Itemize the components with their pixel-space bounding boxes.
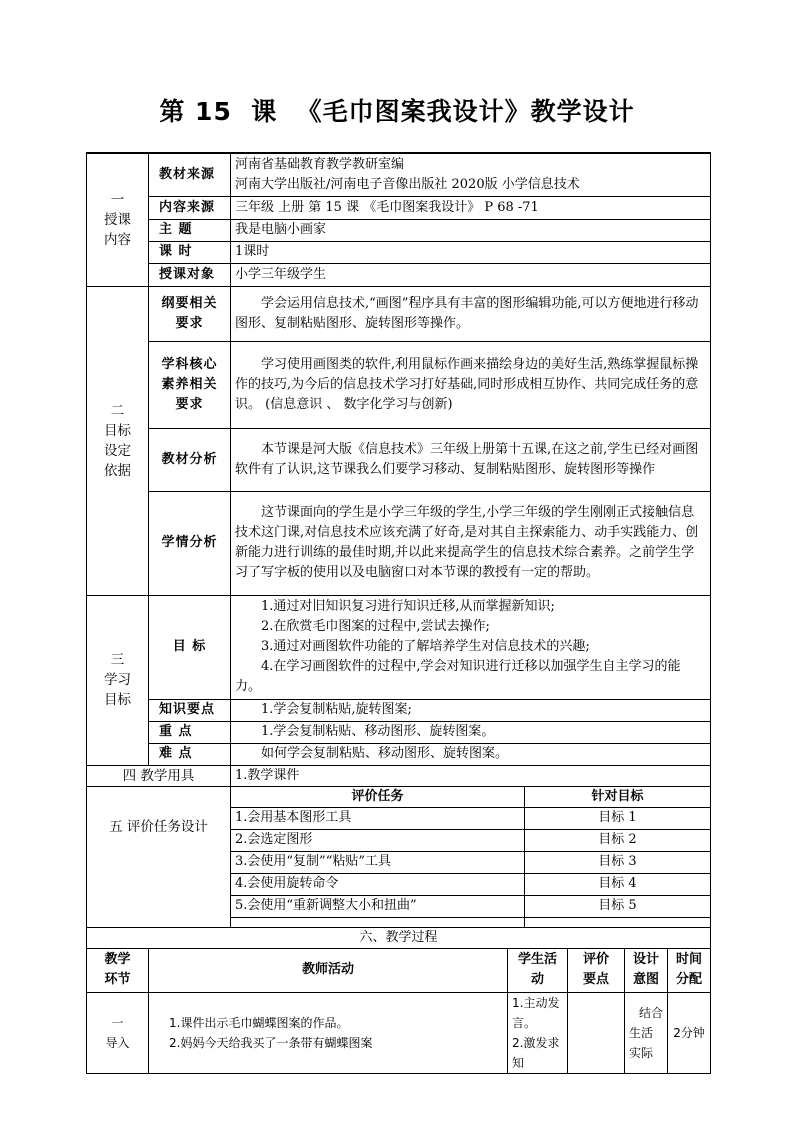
content-source-label: 内容来源: [149, 196, 231, 219]
section5-label: 五 评价任务设计: [87, 786, 231, 927]
student-analysis-value: 这节课面向的学生是小学三年级的学生,小学三年级的学生刚刚正式接触信息技术这门课,对信息技术应该充满了好奇,是对其自主探索能力、动手实践能力、创新能力进行训练的最佳时期,并以此来提高学生的信息技术综合素养。之前学生学习了写字板的使用以及电脑窗口对本节课的教授有一定的帮助。: [231, 491, 711, 595]
eval-task: 3.会使用“复制”“粘贴”工具: [231, 851, 525, 873]
eval-points-cell: [568, 992, 625, 1073]
page-title: 第 15 课 《毛巾图案我设计》教学设计: [159, 97, 635, 126]
goal-item: 4.在学习画图软件的过程中,学会对知识进行迁移以加强学生自主学习的能力。: [235, 659, 681, 694]
goals-list: [231, 595, 711, 699]
eval-empty-cell: [525, 917, 711, 927]
section1-label: 一 授课 内容: [87, 153, 149, 286]
design-intent-line: 生活实际: [629, 1025, 654, 1060]
knowledge-points-label: 知识要点: [149, 699, 231, 721]
source-value: 河南省基础教育教学教研室编 河南大学出版社/河南电子音像出版社 2020版 小学信息技术: [231, 153, 711, 196]
content-source-value: 三年级 上册 第 15 课 《毛巾图案我设计》 P 68 -71: [231, 196, 711, 219]
outline-requirement-label: 纲要相关 要求: [149, 286, 231, 341]
student-analysis-label: 学情分析: [149, 491, 231, 595]
knowledge-points-value: 1.学会复制粘贴,旋转图案;: [231, 699, 711, 721]
eval-target: 目标 1: [525, 807, 711, 829]
audience-label: 授课对象: [149, 263, 231, 286]
teacher-activity-line: 2.妈妈今天给我买了一条带有蝴蝶图案: [169, 1035, 373, 1050]
lesson-plan-table: [86, 152, 711, 1074]
eval-task: 4.会使用旋转命令: [231, 873, 525, 895]
eval-target: 目标 3: [525, 851, 711, 873]
student-activity: [508, 992, 568, 1073]
audience-value: 小学三年级学生: [231, 263, 711, 286]
header-design: 设计 意图: [625, 948, 668, 992]
source-label: 教材来源: [149, 153, 231, 196]
eval-task: 1.会用基本图形工具: [231, 807, 525, 829]
textbook-analysis-label: 教材分析: [149, 428, 231, 491]
theme-value: 我是电脑小画家: [231, 219, 711, 241]
design-intent-cell: [625, 992, 668, 1073]
period-label: 课 时: [149, 241, 231, 263]
textbook-analysis-value: 本节课是河大版《信息技术》三年级上册第十五课,在这之前,学生已经对画图软件有了认识,这节课我么们要学习移动、复制粘贴图形、旋转图形等操作: [231, 428, 711, 491]
eval-task: 5.会使用“重新调整大小和扭曲”: [231, 895, 525, 917]
difficulty-value: 如何学会复制粘贴、移动图形、旋转图案。: [231, 743, 711, 765]
eval-target-header: 针对目标: [525, 786, 711, 807]
goal-label: 目 标: [149, 595, 231, 699]
eval-target: 目标 5: [525, 895, 711, 917]
key-points-value: 1.学会复制粘贴、移动图形、旋转图案。: [231, 721, 711, 743]
section2-label: 二 目标 设定 依据: [87, 286, 149, 595]
eval-empty-cell: [231, 917, 525, 927]
header-teacher: 教师活动: [149, 948, 508, 992]
section3-label: 三 学习 目标: [87, 595, 149, 765]
header-eval: 评价 要点: [568, 948, 625, 992]
teacher-activity-line: 1.课件出示毛巾蝴蝶图案的作品。: [169, 1015, 349, 1030]
eval-task-header: 评价任务: [231, 786, 525, 807]
period-value: 1课时: [231, 241, 711, 263]
student-activity-line: 2.激发求知: [512, 1035, 560, 1070]
eval-target: 目标 4: [525, 873, 711, 895]
teaching-aids-value: 1.教学课件: [231, 765, 711, 786]
outline-requirement-value: 学会运用信息技术,“画图”程序具有丰富的图形编辑功能,可以方便地进行移动图形、复制粘贴图形、旋转图形等操作。: [231, 286, 711, 341]
core-literacy-label: 学科核心 素养相关 要求: [149, 341, 231, 428]
eval-task: 2.会选定图形: [231, 829, 525, 851]
header-time: 时间 分配: [668, 948, 711, 992]
section4-label: 四 教学用具: [87, 765, 231, 786]
goal-item: 3.通过对画图软件功能的了解培养学生对信息技术的兴趣;: [261, 639, 590, 654]
teacher-activity: [149, 992, 508, 1073]
goal-item: 1.通过对旧知识复习进行知识迁移,从而掌握新知识;: [261, 599, 555, 614]
header-student: 学生活动: [508, 948, 568, 992]
goal-item: 2.在欣赏毛巾图案的过程中,尝试去操作;: [261, 619, 490, 634]
eval-target: 目标 2: [525, 829, 711, 851]
key-points-label: 重 点: [149, 721, 231, 743]
step-cell: 一 导入: [87, 992, 149, 1073]
core-literacy-value: 学习使用画图类的软件,利用鼠标作画来描绘身边的美好生活,熟练掌握鼠标操作的技巧,为今后的信息技术学习打好基础,同时形成相互协作、共同完成任务的意识。 (信息意识 、 数字化学习与创新): [231, 341, 711, 428]
section6-label: 六、教学过程: [87, 927, 711, 948]
design-intent-line: 结合: [638, 1005, 663, 1020]
theme-label: 主 题: [149, 219, 231, 241]
header-step: 教学 环节: [87, 948, 149, 992]
student-activity-line: 1.主动发言。: [512, 995, 560, 1030]
time-cell: 2分钟: [668, 992, 711, 1073]
difficulty-label: 难 点: [149, 743, 231, 765]
